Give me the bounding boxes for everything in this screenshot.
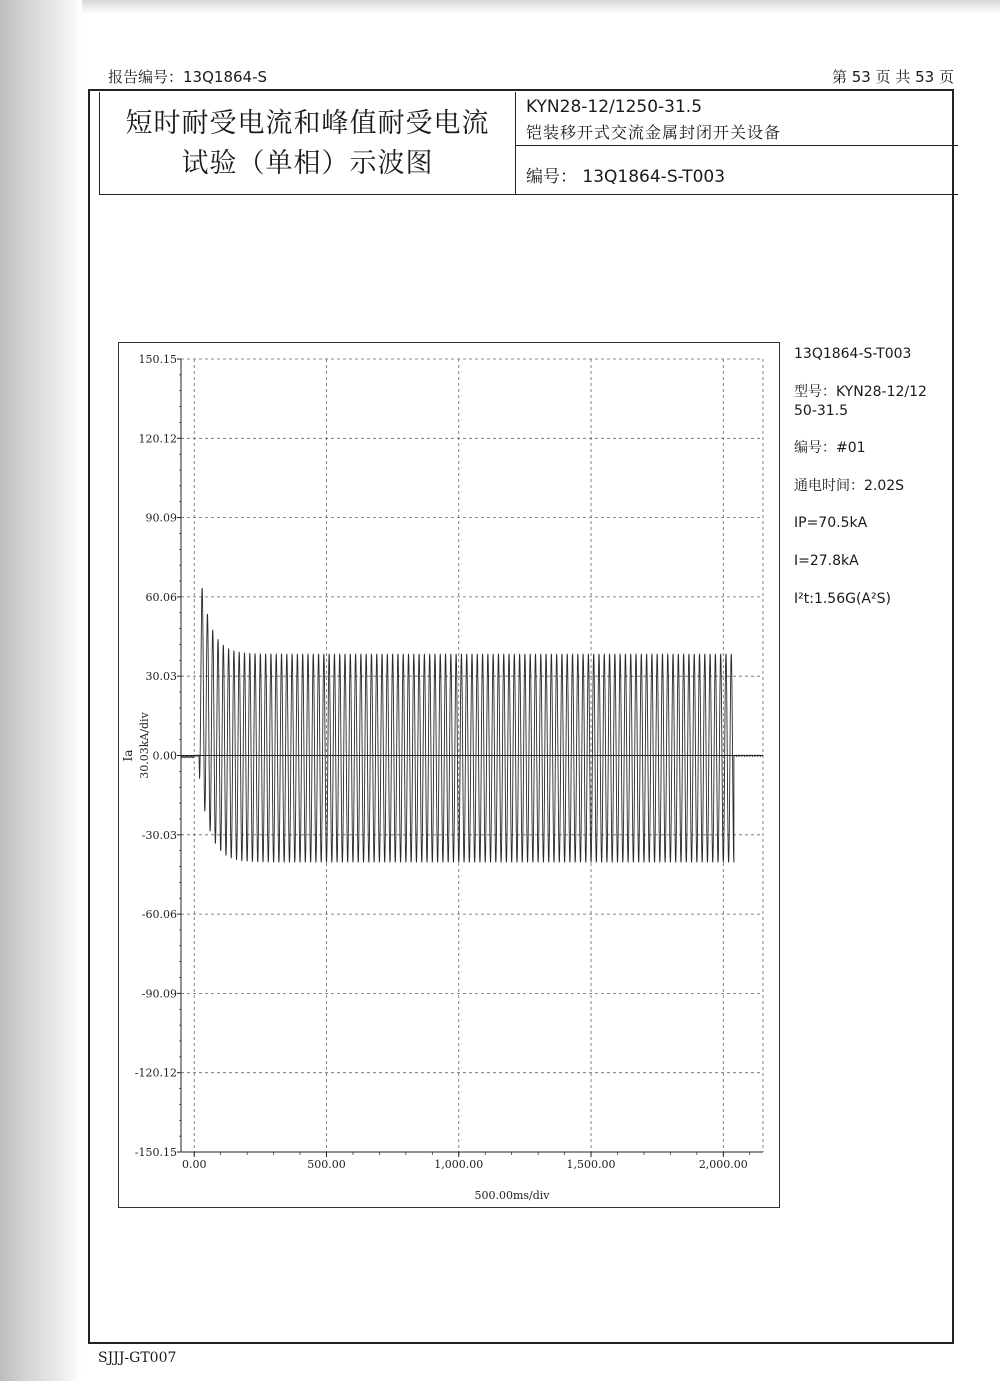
page-info: 第 53 页 共 53 页 (831, 68, 954, 86)
title-line-1: 短时耐受电流和峰值耐受电流 (125, 107, 490, 139)
model-description: 铠装移开式交流金属封闭开关设备 (526, 123, 782, 142)
report-number: 报告编号：13Q1864-S (108, 68, 268, 86)
x-tick-label: 500.00 (307, 1158, 346, 1171)
info-peak-current: IP=70.5kA (794, 515, 868, 531)
form-code: SJJJ-GT007 (98, 1350, 177, 1366)
oscillogram-chart (118, 342, 780, 1208)
y-tick-label: -30.03 (141, 828, 177, 842)
info-model-line-1: 型号：KYN28-12/12 (794, 384, 927, 400)
x-axis-title: 500.00ms/div (474, 1189, 550, 1202)
title-line-2: 试验（单相）示波图 (181, 147, 434, 179)
y-tick-label: -120.12 (134, 1066, 177, 1080)
scan-binding-shadow (0, 0, 82, 1381)
x-tick-label: 1,000.00 (434, 1158, 484, 1171)
x-tick-label: 2,000.00 (698, 1158, 748, 1171)
current-waveform (181, 588, 763, 862)
info-test-id: 13Q1864-S-T003 (794, 346, 912, 362)
y-tick-label: 30.03 (145, 670, 177, 684)
y-tick-label: 60.06 (145, 590, 177, 604)
info-i2t: I²t:1.56G(A²S) (794, 591, 891, 607)
y-axis-unit: 30.03kA/div (138, 712, 151, 779)
info-model-line-2: 50-31.5 (794, 403, 849, 419)
y-axis-title: Ia (121, 749, 135, 762)
model-code: KYN28-12/1250-31.5 (526, 97, 703, 117)
header-divider (516, 145, 958, 146)
y-tick-label: -150.15 (134, 1146, 177, 1159)
info-duration: 通电时间：2.02S (794, 478, 905, 494)
y-tick-label: 120.12 (138, 432, 177, 446)
y-tick-label: -60.06 (141, 908, 177, 922)
x-tick-label: 0.00 (181, 1158, 207, 1171)
y-tick-label: -90.09 (141, 987, 177, 1001)
report-title (100, 92, 516, 195)
info-number: 编号：#01 (794, 440, 866, 456)
scan-top-shadow (82, 0, 1000, 14)
y-tick-label: 90.09 (145, 511, 177, 525)
y-tick-label: 150.15 (138, 353, 177, 366)
header-border-bottom (100, 194, 958, 195)
info-rms-current: I=27.8kA (794, 553, 859, 569)
serial-number: 编号： 13Q1864-S-T003 (526, 167, 726, 187)
y-tick-label: 0.00 (152, 749, 177, 763)
x-tick-label: 1,500.00 (566, 1158, 616, 1171)
